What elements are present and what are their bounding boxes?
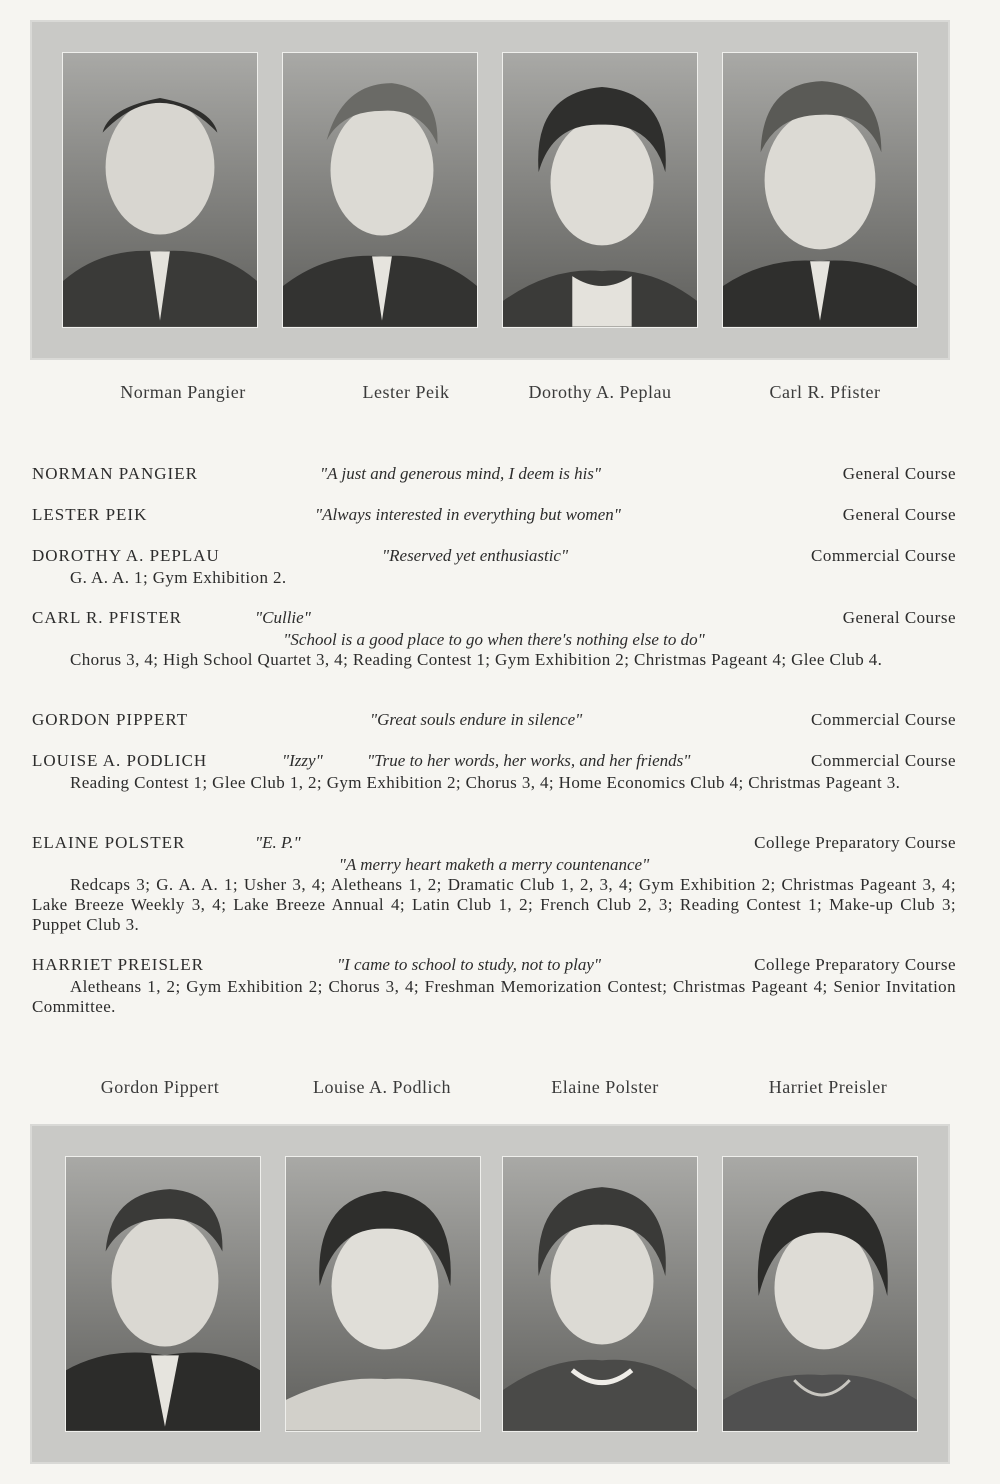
course: General Course: [842, 608, 956, 627]
student-name: ELAINE POLSTER: [32, 833, 186, 852]
student-name: LESTER PEIK: [32, 505, 148, 524]
nickname: "Izzy": [282, 751, 323, 770]
quote: "A just and generous mind, I deem is his": [320, 464, 602, 483]
entry-dorothy-peplau: [32, 546, 956, 588]
caption: Louise A. Podlich: [313, 1077, 451, 1097]
entry-louise-podlich: [32, 751, 956, 793]
entry-harriet-preisler: [32, 955, 956, 1017]
course: Commercial Course: [811, 710, 956, 729]
course: General Course: [842, 505, 956, 524]
top-captions: [0, 382, 1000, 412]
entry-norman-pangier: [32, 464, 956, 486]
bottom-captions: [0, 1077, 1000, 1107]
activities: Aletheans 1, 2; Gym Exhibition 2; Chorus 3, 4; Freshman Memorization Contest; Christmas Pageant 4; Senior Invitation Committee.: [32, 977, 956, 1016]
caption: Lester Peik: [362, 382, 450, 402]
activities: Chorus 3, 4; High School Quartet 3, 4; Reading Contest 1; Gym Exhibition 2; Christmas Pageant 4; Glee Club 4.: [70, 650, 883, 669]
course: College Preparatory Course: [754, 833, 956, 852]
student-name: GORDON PIPPERT: [32, 710, 189, 729]
entry-carl-pfister: [32, 608, 956, 670]
nickname: "E. P.": [255, 833, 301, 852]
top-photo-band: [30, 20, 950, 360]
activities: Redcaps 3; G. A. A. 1; Usher 3, 4; Aletheans 1, 2; Dramatic Club 1, 2, 3, 4; Gym Exhibition 2; Christmas Pageant 3, 4; Lake Breeze Weekly 3, 4; Lake Breeze Annual 4; Latin Club 1, 2; French Club 2, 3; Reading Contest 1; Make-up Club 3; Puppet Club 3.: [32, 875, 956, 934]
student-name: HARRIET PREISLER: [32, 955, 205, 974]
nickname: "Cullie": [255, 608, 311, 627]
course: Commercial Course: [811, 546, 956, 565]
portrait-elaine-polster: [502, 1156, 698, 1432]
course: Commercial Course: [811, 751, 956, 770]
caption: Norman Pangier: [120, 382, 246, 402]
student-name: DOROTHY A. PEPLAU: [32, 546, 220, 565]
course: College Preparatory Course: [754, 955, 956, 974]
student-name: CARL R. PFISTER: [32, 608, 182, 627]
course: General Course: [842, 464, 956, 483]
student-name: NORMAN PANGIER: [32, 464, 198, 483]
portrait-dorothy-peplau: [502, 52, 698, 328]
quote: "Great souls endure in silence": [370, 710, 583, 729]
activities: G. A. A. 1; Gym Exhibition 2.: [70, 568, 287, 587]
portrait-louise-podlich: [285, 1156, 481, 1432]
caption: Carl R. Pfister: [769, 382, 881, 402]
portrait-carl-pfister: [722, 52, 918, 328]
quote: "True to her words, her works, and her friends": [367, 751, 691, 770]
quote: "School is a good place to go when there's nothing else to do": [283, 630, 705, 649]
entry-gordon-pippert: [32, 710, 956, 732]
caption: Dorothy A. Peplau: [528, 382, 672, 402]
portrait-lester-peik: [282, 52, 478, 328]
caption: Harriet Preisler: [768, 1077, 888, 1097]
portrait-gordon-pippert: [65, 1156, 261, 1432]
portrait-norman-pangier: [62, 52, 258, 328]
quote: "Reserved yet enthusiastic": [382, 546, 569, 565]
quote: "A merry heart maketh a merry countenance": [338, 855, 650, 874]
portrait-harriet-preisler: [722, 1156, 918, 1432]
student-name: LOUISE A. PODLICH: [32, 751, 208, 770]
caption: Elaine Polster: [551, 1077, 659, 1097]
entry-lester-peik: [32, 505, 956, 527]
quote: "I came to school to study, not to play": [337, 955, 602, 974]
activities: Reading Contest 1; Glee Club 1, 2; Gym Exhibition 2; Chorus 3, 4; Home Economics Club 4; Christmas Pageant 3.: [70, 773, 901, 792]
bottom-photo-band: [30, 1124, 950, 1464]
quote: "Always interested in everything but women": [315, 505, 621, 524]
caption: Gordon Pippert: [100, 1077, 220, 1097]
entry-elaine-polster: [32, 833, 956, 935]
